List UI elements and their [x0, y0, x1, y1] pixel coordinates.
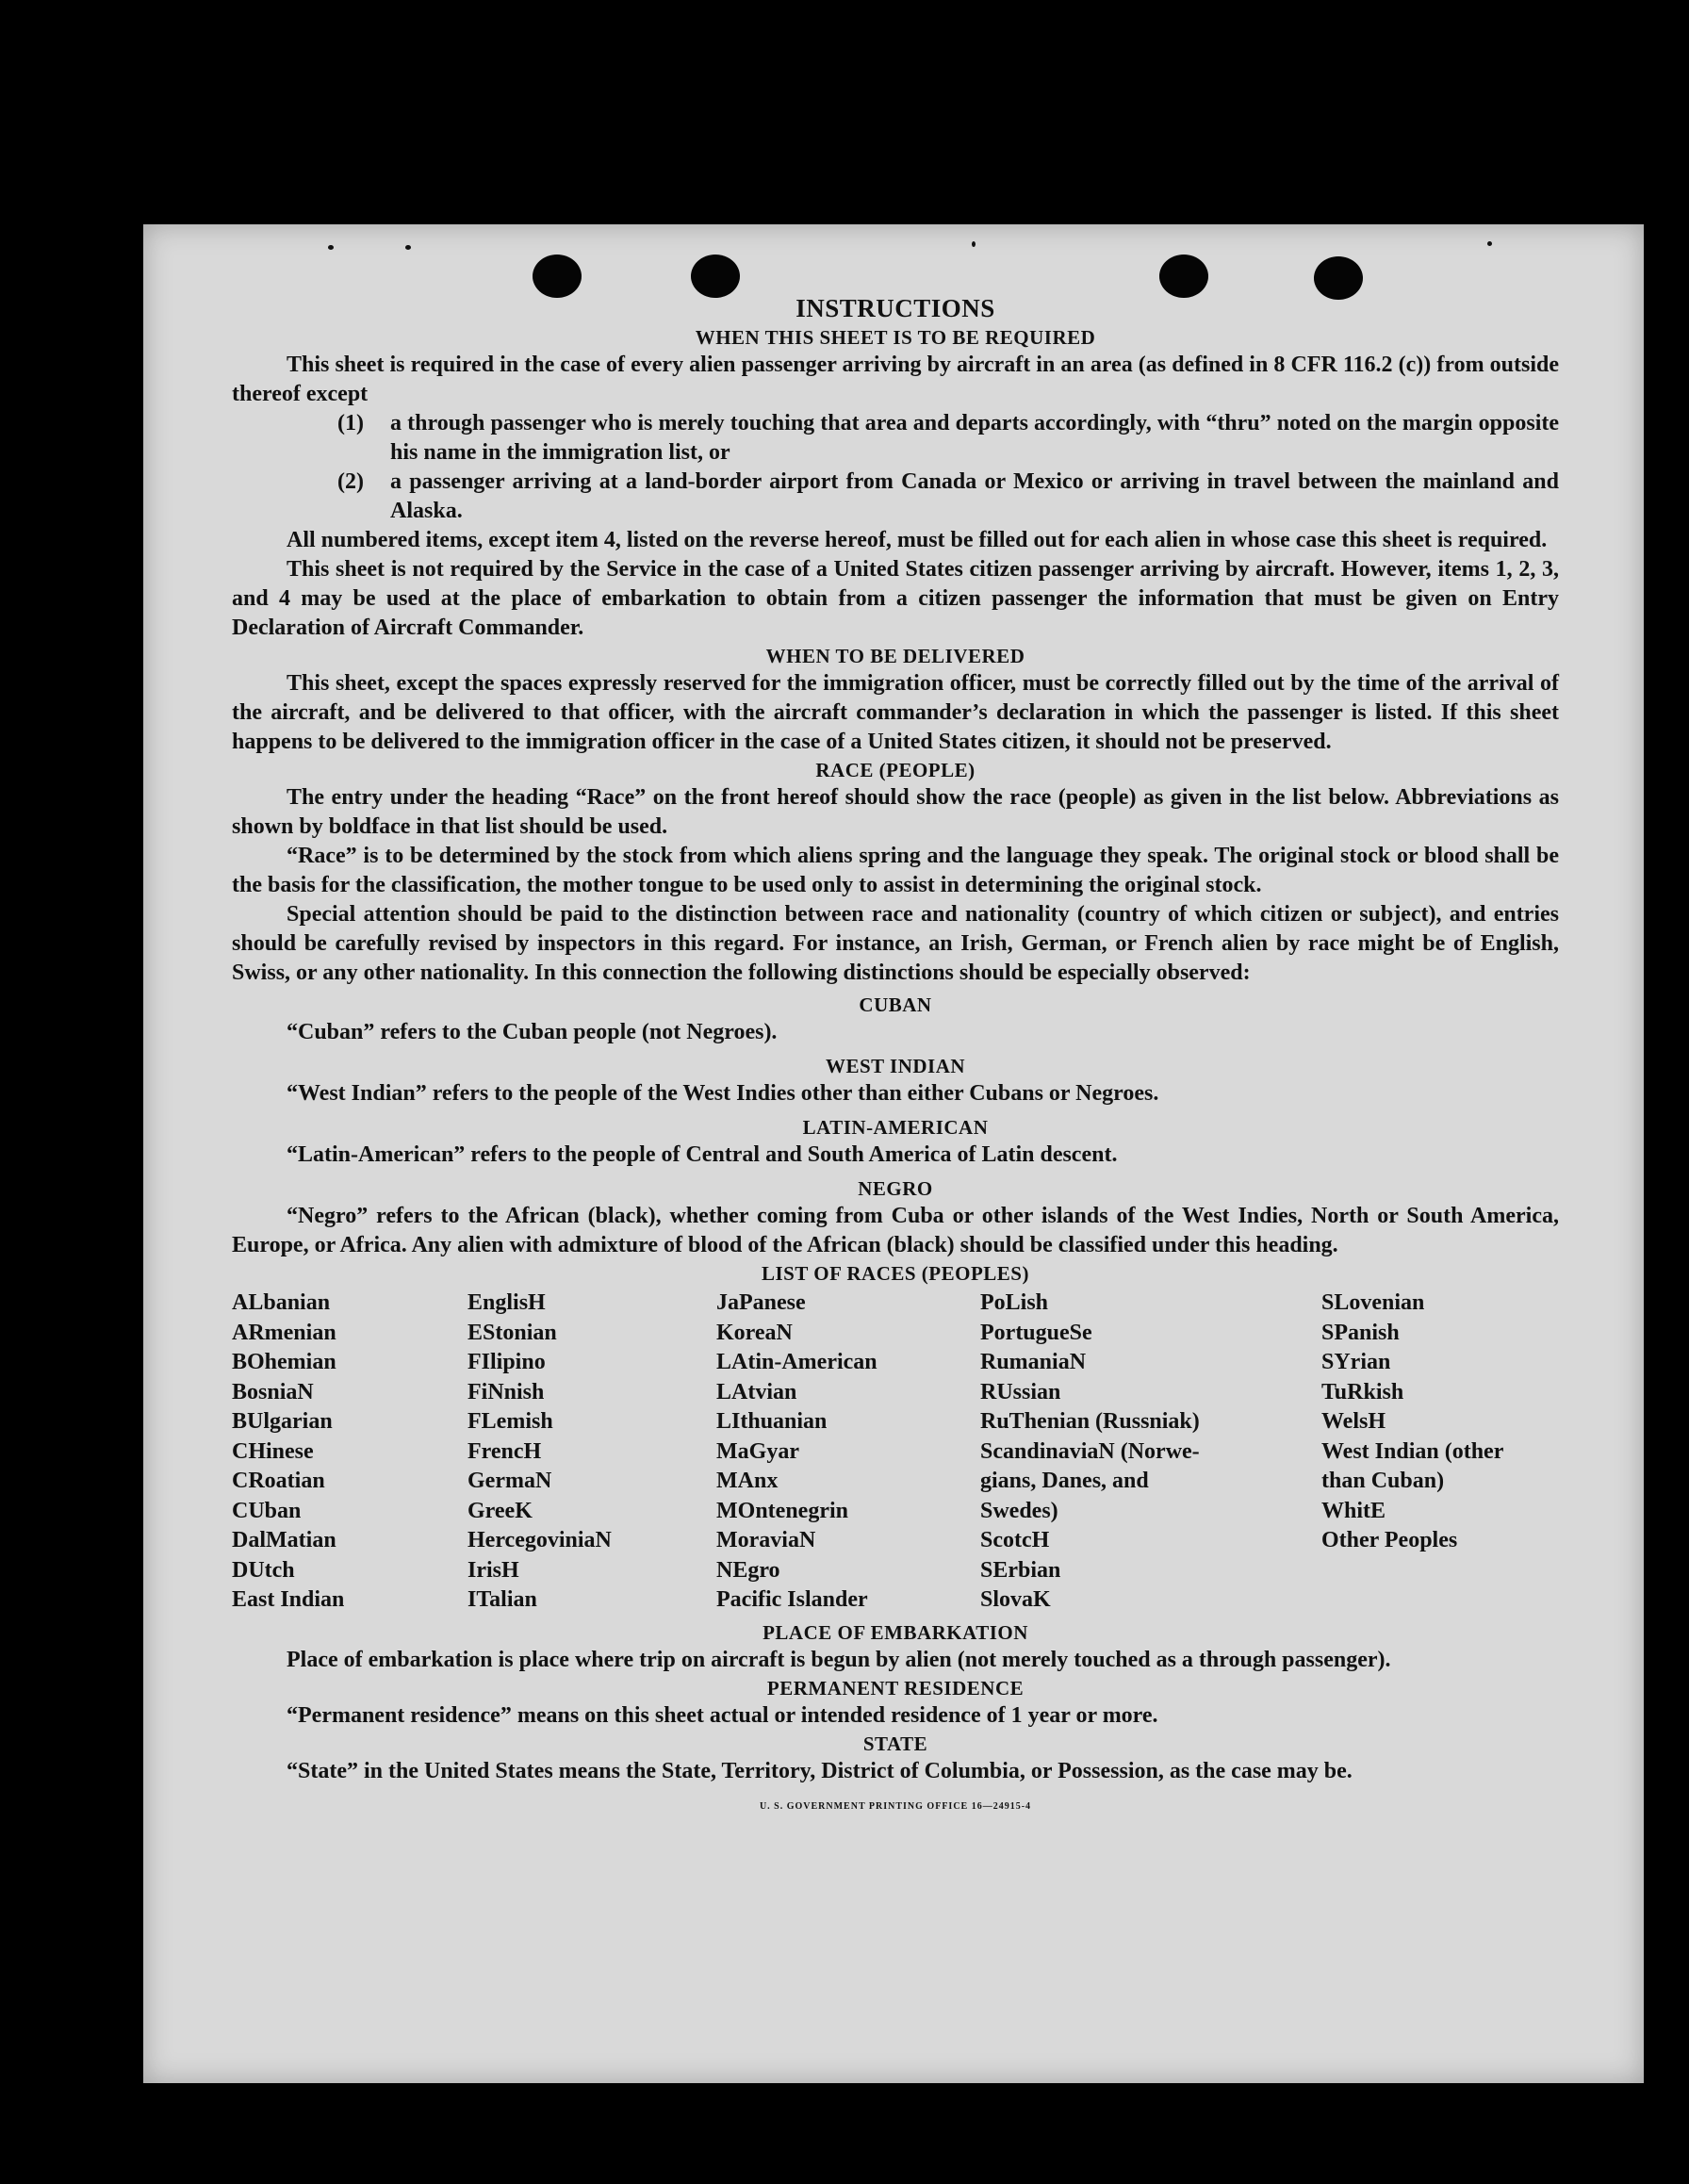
paragraph: This sheet is not required by the Service in the case of a United States citizen passenger arriving by aircraft. However, items 1, 2, 3, and 4 may be used at the place of embarkation to obtain from a citizen passenger the information that must be given on Entry Declaration of Aircraft Commander. [232, 557, 1559, 640]
race-item: MoraviaN [716, 1528, 816, 1552]
item-text: a passenger arriving at a land-border airport from Canada or Mexico or arriving in travel between the mainland and Alaska. [390, 469, 1559, 523]
section-heading: RACE (PEOPLE) [815, 759, 976, 781]
race-item: SErbian [980, 1557, 1061, 1583]
race-column [980, 1289, 1321, 1616]
printer-imprint: U. S. GOVERNMENT PRINTING OFFICE 16—24915-4 [759, 1800, 1032, 1812]
race-item: DUtch [232, 1557, 295, 1583]
race-item: SYrian [1321, 1350, 1391, 1374]
race-item: GermaN [467, 1469, 552, 1493]
document-sheet [143, 224, 1644, 2083]
race-column [716, 1289, 980, 1616]
section-heading: WHEN THIS SHEET IS TO BE REQUIRED [695, 326, 1096, 349]
paragraph: “Negro” refers to the African (black), whether coming from Cuba or other islands of the West Indies, North or South America, Europe, or Africa. Any alien with admixture of blood of the African (black) should be classified under this heading. [232, 1204, 1559, 1257]
race-item: TuRkish [1321, 1379, 1404, 1404]
race-item: FiNnish [467, 1379, 545, 1404]
race-item: KoreaN [716, 1320, 793, 1345]
paragraph: This sheet is required in the case of every alien passenger arriving by aircraft in an area (as defined in 8 CFR 116.2 (c)) from outside thereof except [232, 353, 1559, 406]
race-item: CRoatian [232, 1469, 325, 1493]
race-item: SlovaK [980, 1587, 1051, 1612]
race-item: BUlgarian [232, 1409, 333, 1434]
race-item: CUban [232, 1498, 302, 1523]
race-item: RuThenian (Russniak) [980, 1409, 1200, 1434]
paragraph: The entry under the heading “Race” on the front hereof should show the race (people) as given in the list below. Abbreviations as shown by boldface in that list should be used. [232, 785, 1559, 839]
race-item: MAnx [716, 1469, 779, 1493]
race-item: FIlipino [467, 1350, 546, 1374]
race-column [467, 1289, 716, 1616]
race-item: WhitE [1321, 1498, 1386, 1523]
page-title: INSTRUCTIONS [795, 294, 995, 322]
instructions-content [232, 292, 1559, 1821]
print-speck [405, 245, 411, 250]
section-heading: PLACE OF EMBARKATION [763, 1620, 1028, 1644]
race-item: West Indian (other than Cuban) [1321, 1438, 1504, 1493]
race-item: East Indian [232, 1587, 345, 1612]
race-column [1321, 1289, 1559, 1616]
section-heading: NEGRO [858, 1177, 933, 1200]
race-item: Other Peoples [1321, 1528, 1458, 1552]
section-heading: STATE [862, 1732, 928, 1755]
paragraph: “Latin-American” refers to the people of Central and South America of Latin descent. [287, 1142, 1118, 1167]
section-heading: PERMANENT RESIDENCE [766, 1676, 1025, 1700]
race-item: RUssian [980, 1379, 1061, 1404]
race-item: BosniaN [232, 1379, 314, 1404]
race-item: ScandinaviaN (Norwe- gians, Danes, and Swedes) [980, 1438, 1200, 1523]
item-number: (1) [337, 411, 364, 435]
race-item: BOhemian [232, 1350, 336, 1374]
paragraph: “State” in the United States means the State, Territory, District of Columbia, or Possession, as the case may be. [287, 1758, 1353, 1783]
list-item [337, 409, 1559, 468]
paragraph: “West Indian” refers to the people of the West Indies other than either Cubans or Negroes. [287, 1081, 1159, 1106]
paragraph: All numbered items, except item 4, listed on the reverse hereof, must be filled out for each alien in whose case this sheet is required. [287, 528, 1548, 552]
race-item: MOntenegrin [716, 1498, 848, 1523]
race-item: RumaniaN [980, 1350, 1087, 1374]
paragraph: Place of embarkation is place where trip on aircraft is begun by alien (not merely touched as a through passenger). [287, 1647, 1391, 1672]
race-item: ScotcH [980, 1528, 1050, 1552]
race-item: EStonian [467, 1320, 557, 1345]
race-item: LIthuanian [716, 1409, 828, 1434]
print-speck [972, 241, 976, 247]
race-item: CHinese [232, 1438, 314, 1464]
list-item [337, 468, 1559, 526]
section-heading: WHEN TO BE DELIVERED [765, 645, 1025, 667]
print-speck [1487, 241, 1492, 246]
race-item: GreeK [467, 1498, 533, 1523]
race-item: SPanish [1321, 1320, 1400, 1345]
race-item: DalMatian [232, 1528, 336, 1552]
race-item: FrencH [467, 1438, 542, 1464]
race-item: ALbanian [232, 1290, 331, 1315]
race-item: NEgro [716, 1557, 780, 1583]
race-item: HercegoviniaN [467, 1528, 612, 1552]
race-item: JaPanese [716, 1290, 806, 1315]
race-item: PoLish [980, 1290, 1049, 1315]
race-item: MaGyar [716, 1438, 799, 1464]
race-list [232, 1289, 1559, 1616]
race-item: LAtin-American [716, 1350, 877, 1374]
paragraph: “Cuban” refers to the Cuban people (not Negroes). [287, 1020, 778, 1044]
section-heading: WEST INDIAN [825, 1055, 966, 1077]
race-item: Pacific Islander [716, 1587, 868, 1612]
paragraph: Special attention should be paid to the distinction between race and nationality (country of which citizen or subject), and entries should be carefully revised by inspectors in this regard. For instance, an Irish, German, or French alien by race might be of English, Swiss, or any other nationality. In this connection the following distinctions should be especially observed: [232, 902, 1559, 985]
race-item: ITalian [467, 1587, 537, 1612]
race-item: ARmenian [232, 1320, 336, 1345]
section-heading: LATIN-AMERICAN [802, 1116, 989, 1139]
race-item: EnglisH [467, 1290, 546, 1315]
race-column [232, 1289, 467, 1616]
item-number: (2) [337, 469, 364, 494]
race-item: SLovenian [1321, 1290, 1425, 1315]
paragraph: “Permanent residence” means on this sheet actual or intended residence of 1 year or more. [287, 1702, 1158, 1728]
section-heading: CUBAN [859, 993, 932, 1016]
item-text: a through passenger who is merely touching that area and departs accordingly, with “thru” noted on the margin opposite his name in the immigration list, or [390, 411, 1559, 465]
race-item: LAtvian [716, 1379, 797, 1404]
race-item: WelsH [1321, 1409, 1386, 1434]
race-item: IrisH [467, 1557, 519, 1583]
print-speck [328, 245, 334, 250]
paragraph: “Race” is to be determined by the stock from which aliens spring and the language they speak. The original stock or blood shall be the basis for the classification, the mother tongue to be used only to assist in determining the original stock. [232, 844, 1559, 897]
paragraph: This sheet, except the spaces expressly reserved for the immigration officer, must be correctly filled out by the time of the arrival of the aircraft, and be delivered to that officer, with the aircraft commander’s declaration in which the passenger is listed. If this sheet happens to be delivered to the immigration officer in the case of a United States citizen, it should not be preserved. [232, 671, 1559, 754]
section-heading: LIST OF RACES (PEOPLES) [762, 1262, 1029, 1285]
race-item: PortugueSe [980, 1320, 1092, 1345]
race-item: FLemish [467, 1409, 553, 1434]
